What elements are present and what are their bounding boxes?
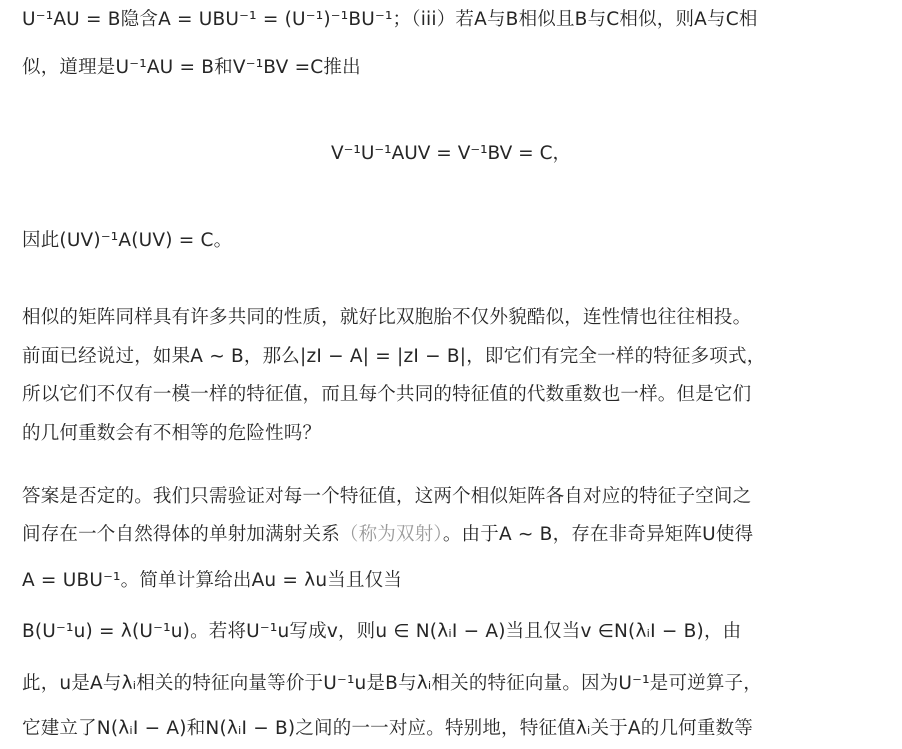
paragraph-line: A = UBU⁻¹。简单计算给出Au = λu当且仅当 <box>22 570 403 591</box>
paragraph-line: 的几何重数会有不相等的危险性吗？ <box>22 423 322 444</box>
paragraph-line: 前面已经说过，如果A ∼ B，那么|zI − A| = |zI − B|，即它们有完全一样的特征多项式， <box>22 346 766 367</box>
display-equation: V⁻¹U⁻¹AUV = V⁻¹BV = C， <box>331 143 571 164</box>
text-line: 似，道理是U⁻¹AU = B和V⁻¹BV =C推出 <box>22 57 361 78</box>
text-segment: 间存在一个自然得体的单射加满射关系 <box>22 524 340 545</box>
paragraph-line: 所以它们不仅有一模一样的特征值，而且每个共同的特征值的代数重数也一样。但是它们 <box>22 384 752 405</box>
paragraph-line <box>22 522 753 548</box>
paragraph-line: 相似的矩阵同样具有许多共同的性质，就好比双胞胎不仅外貌酷似，连性情也往往相投。 <box>22 307 752 328</box>
annotation-text: （称为双射） <box>339 524 443 545</box>
paragraph-line: B(U⁻¹u) = λ(U⁻¹u)。若将U⁻¹u写成v，则u ∈ N(λᵢI − A)当且仅当v ∈N(λᵢI − B)，由 <box>22 621 742 642</box>
text-line: 因此(UV)⁻¹A(UV) = C。 <box>22 230 233 251</box>
text-line: U⁻¹AU = B隐含A = UBU⁻¹ = (U⁻¹)⁻¹BU⁻¹；（iii）若A与B相似且B与C相似，则A与C相 <box>22 9 758 30</box>
paragraph-line: 此，u是A与λᵢ相关的特征向量等价于U⁻¹u是B与λᵢ相关的特征向量。因为U⁻¹是可逆算子， <box>22 673 762 694</box>
paragraph-line: 答案是否定的。我们只需验证对每一个特征值，这两个相似矩阵各自对应的特征子空间之 <box>22 486 752 507</box>
text-segment: 。由于A ∼ B，存在非奇异矩阵U使得 <box>442 524 754 545</box>
paragraph-line: 它建立了N(λᵢI − A)和N(λᵢI − B)之间的一一对应。特别地，特征值λᵢ关于A的几何重数等 <box>22 718 753 739</box>
